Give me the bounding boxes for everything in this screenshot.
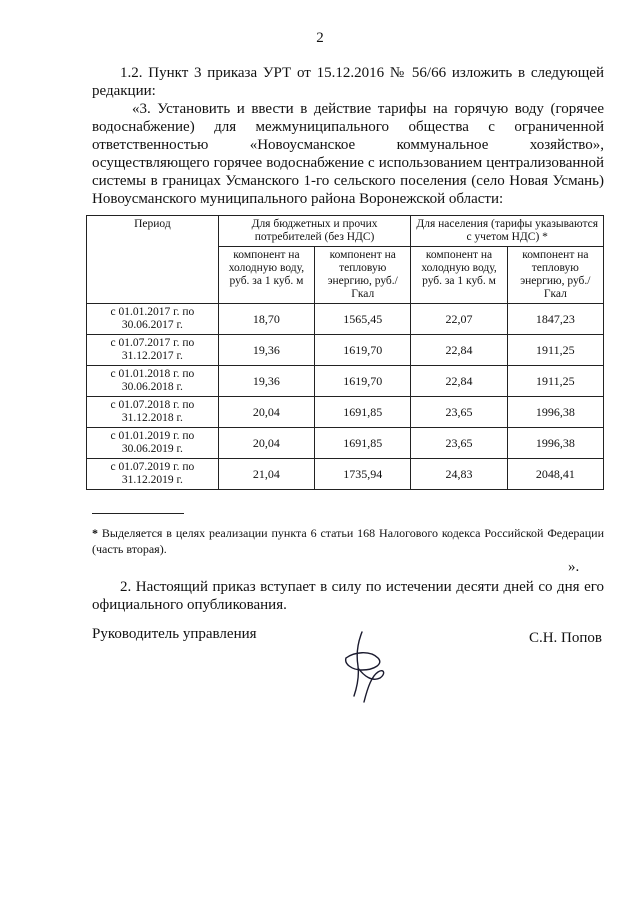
cell-budget-cold: 20,04: [218, 397, 314, 428]
table-row: [87, 459, 604, 490]
footnote-text: Выделяется в целях реализации пункта 6 статьи 168 Налогового кодекса Российской Федерации (часть вторая).: [92, 526, 605, 556]
cell-budget-heat: 1735,94: [315, 459, 411, 490]
cell-period: с 01.07.2017 г. по 31.12.2017 г.: [87, 335, 219, 366]
cell-population-heat: 1911,25: [507, 366, 603, 397]
header-population: Для населения (тарифы указываются с учетом НДС) *: [411, 216, 604, 247]
page-number: 2: [316, 30, 324, 46]
cell-period: с 01.07.2019 г. по 31.12.2019 г.: [87, 459, 219, 490]
cell-population-heat: 2048,41: [507, 459, 603, 490]
footnote-divider: [92, 513, 184, 514]
closing-quote: ».: [568, 559, 580, 575]
cell-budget-heat: 1691,85: [315, 428, 411, 459]
table-row: [87, 397, 604, 428]
cell-population-cold: 24,83: [411, 459, 507, 490]
cell-population-heat: 1996,38: [507, 397, 603, 428]
cell-population-cold: 22,84: [411, 366, 507, 397]
table-row: [87, 366, 604, 397]
cell-period: с 01.01.2017 г. по 30.06.2017 г.: [87, 304, 219, 335]
paragraph-effective-date: 2. Настоящий приказ вступает в силу по истечении десяти дней со дня его официального опубликования.: [92, 579, 604, 613]
cell-population-cold: 23,65: [411, 428, 507, 459]
subheader-budget-heat: компонент на тепловую энергию, руб./Гкал: [315, 247, 411, 304]
cell-budget-cold: 18,70: [218, 304, 314, 335]
cell-budget-cold: 20,04: [218, 428, 314, 459]
footnote-mark: *: [92, 526, 98, 540]
table-row: [87, 428, 604, 459]
signature-image: [328, 628, 392, 708]
cell-budget-heat: 1619,70: [315, 335, 411, 366]
subheader-budget-cold: компонент на холодную воду, руб. за 1 куб. м: [218, 247, 314, 304]
paragraph-amendment: 1.2. Пункт 3 приказа УРТ от 15.12.2016 № 56/66 изложить в следующей редакции:: [92, 65, 604, 99]
cell-population-heat: 1911,25: [507, 335, 603, 366]
cell-budget-cold: 21,04: [218, 459, 314, 490]
cell-budget-cold: 19,36: [218, 366, 314, 397]
cell-budget-heat: 1619,70: [315, 366, 411, 397]
cell-population-heat: 1847,23: [507, 304, 603, 335]
header-period: Период: [87, 216, 219, 304]
tariff-table: [86, 215, 604, 490]
cell-period: с 01.07.2018 г. по 31.12.2018 г.: [87, 397, 219, 428]
cell-period: с 01.01.2019 г. по 30.06.2019 г.: [87, 428, 219, 459]
cell-budget-heat: 1691,85: [315, 397, 411, 428]
header-budget: Для бюджетных и прочих потребителей (без НДС): [218, 216, 411, 247]
cell-budget-cold: 19,36: [218, 335, 314, 366]
signer-title: Руководитель управления: [92, 626, 257, 642]
cell-population-heat: 1996,38: [507, 428, 603, 459]
signer-name: С.Н. Попов: [528, 630, 602, 646]
footnote: [92, 525, 604, 557]
cell-budget-heat: 1565,45: [315, 304, 411, 335]
cell-population-cold: 22,84: [411, 335, 507, 366]
paragraph-tariff-clause: «3. Установить и ввести в действие тарифы на горячую воду (горячее водоснабжение) для межмуниципального общества с ограниченной ответственностью «Новоусманское коммунальное хозяйство», осуществляющего горячее водоснабжение с использованием централизованной системы в границах Усманского 1-го сельского поселения (село Новая Усмань) Новоусманского муниципального района Воронежской области:: [92, 101, 604, 207]
subheader-population-heat: компонент на тепловую энергию, руб./Гкал: [507, 247, 603, 304]
subheader-population-cold: компонент на холодную воду, руб. за 1 куб. м: [411, 247, 507, 304]
cell-period: с 01.01.2018 г. по 30.06.2018 г.: [87, 366, 219, 397]
table-row: [87, 304, 604, 335]
table-row: [87, 335, 604, 366]
cell-population-cold: 23,65: [411, 397, 507, 428]
cell-population-cold: 22,07: [411, 304, 507, 335]
